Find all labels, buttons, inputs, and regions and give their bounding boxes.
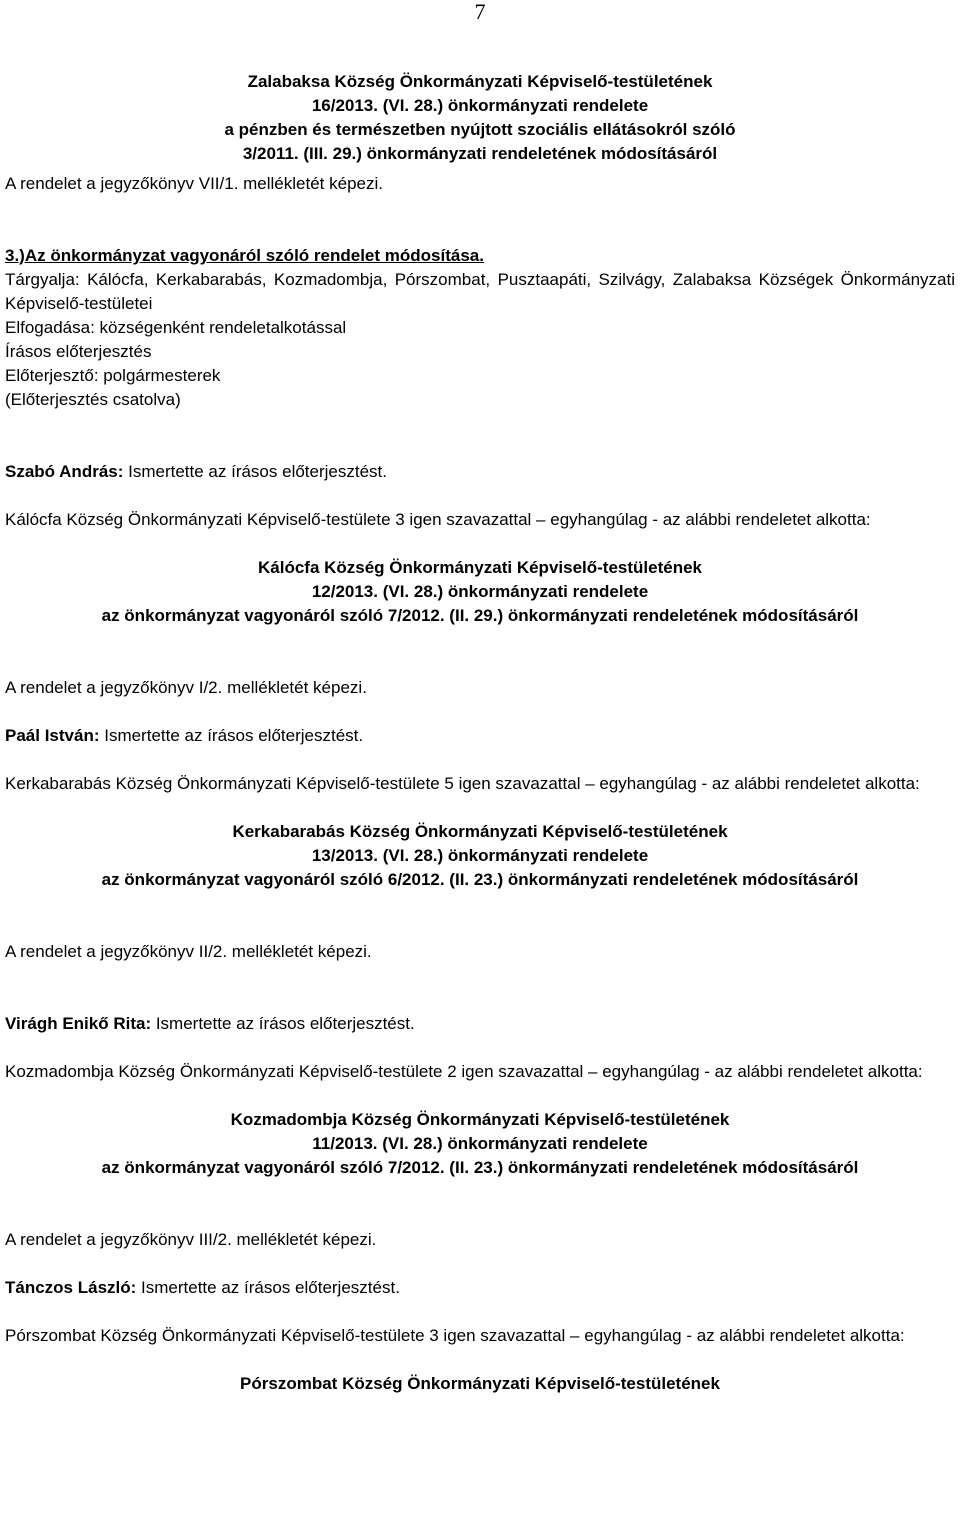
speaker-text: Ismertette az írásos előterjesztést. bbox=[123, 462, 387, 481]
vote-text: Kerkabarabás Község Önkormányzati Képviselő-testülete 5 igen szavazattal – egyhangúlag - az alábbi rendeletet alkotta: bbox=[5, 774, 920, 793]
vote-text: Pórszombat Község Önkormányzati Képviselő-testülete 3 igen szavazattal – egyhangúlag - az alábbi rendeletet alkotta: bbox=[5, 1326, 905, 1345]
regulation-title-block bbox=[5, 820, 955, 892]
regulation-header-line: 3/2011. (III. 29.) önkormányzati rendeletének módosításáról bbox=[242, 144, 718, 163]
annex-note: A rendelet a jegyzőkönyv II/2. mellékletét képezi. bbox=[5, 942, 372, 961]
speaker-name: Tánczos László: bbox=[5, 1278, 137, 1297]
regulation-title-line: az önkormányzat vagyonáról szóló 7/2012. (II. 29.) önkormányzati rendeletének módosításáról bbox=[101, 606, 859, 625]
regulation-title-line: az önkormányzat vagyonáról szóló 7/2012. (II. 23.) önkormányzati rendeletének módosításáról bbox=[101, 1158, 859, 1177]
regulation-title-block bbox=[5, 1108, 955, 1180]
speaker-name: Virágh Enikő Rita: bbox=[5, 1014, 152, 1033]
regulation-header-line: Zalabaksa Község Önkormányzati Képviselő-testületének bbox=[247, 72, 713, 91]
regulation-title-line: az önkormányzat vagyonáról szóló 6/2012. (II. 23.) önkormányzati rendeletének módosításáról bbox=[101, 870, 859, 889]
annex-note: A rendelet a jegyzőkönyv III/2. mellékletét képezi. bbox=[5, 1230, 377, 1249]
agenda-discussed-by: Tárgyalja: Kálócfa, Kerkabarabás, Kozmadombja, Pórszombat, Pusztaapáti, Szilvágy, Zalabaksa Községek Önkormányzati Képviselő-testületei bbox=[5, 270, 955, 313]
speaker-name: Paál István: bbox=[5, 726, 100, 745]
speaker-name: Szabó András: bbox=[5, 462, 124, 481]
agenda-proposal-type: Írásos előterjesztés bbox=[5, 342, 152, 361]
page-number: 7 bbox=[474, 0, 486, 24]
speaker-text: Ismertette az írásos előterjesztést. bbox=[136, 1278, 400, 1297]
speaker-line bbox=[5, 1276, 955, 1300]
vote-text: Kozmadombja Község Önkormányzati Képviselő-testülete 2 igen szavazattal – egyhangúlag - az alábbi rendeletet alkotta: bbox=[5, 1062, 923, 1081]
speaker-line bbox=[5, 1012, 955, 1036]
vote-text: Kálócfa Község Önkormányzati Képviselő-testülete 3 igen szavazattal – egyhangúlag - az alábbi rendeletet alkotta: bbox=[5, 510, 871, 529]
regulation-header-line: 16/2013. (VI. 28.) önkormányzati rendelete bbox=[311, 96, 649, 115]
regulation-title-block bbox=[5, 556, 955, 628]
regulation-title-line: Kozmadombja Község Önkormányzati Képviselő-testületének bbox=[230, 1110, 730, 1129]
regulation-header-zalabaksa bbox=[5, 70, 955, 166]
speaker-text: Ismertette az írásos előterjesztést. bbox=[151, 1014, 415, 1033]
regulation-title-line: 13/2013. (VI. 28.) önkormányzati rendelete bbox=[311, 846, 649, 865]
regulation-header-line: a pénzben és természetben nyújtott szociális ellátásokról szóló bbox=[224, 120, 736, 139]
regulation-title-line: Kálócfa Község Önkormányzati Képviselő-testületének bbox=[257, 558, 703, 577]
agenda-adoption: Elfogadása: községenként rendeletalkotással bbox=[5, 318, 347, 337]
regulation-title-line: 12/2013. (VI. 28.) önkormányzati rendelete bbox=[311, 582, 649, 601]
document-body bbox=[5, 70, 955, 1396]
agenda-item-title: 3.)Az önkormányzat vagyonáról szóló rendelet módosítása. bbox=[5, 246, 484, 265]
annex-note: A rendelet a jegyzőkönyv VII/1. mellékletét képezi. bbox=[5, 174, 383, 193]
speaker-line bbox=[5, 460, 955, 484]
annex-note: A rendelet a jegyzőkönyv I/2. mellékletét képezi. bbox=[5, 678, 367, 697]
regulation-title-block bbox=[5, 1372, 955, 1396]
agenda-attachment: (Előterjesztés csatolva) bbox=[5, 390, 181, 409]
regulation-title-line: Kerkabarabás Község Önkormányzati Képviselő-testületének bbox=[232, 822, 728, 841]
speaker-text: Ismertette az írásos előterjesztést. bbox=[99, 726, 364, 745]
speaker-line bbox=[5, 724, 955, 748]
agenda-presenter: Előterjesztő: polgármesterek bbox=[5, 366, 221, 385]
regulation-title-line: Pórszombat Község Önkormányzati Képviselő-testületének bbox=[240, 1374, 720, 1393]
regulation-title-line: 11/2013. (VI. 28.) önkormányzati rendelete bbox=[312, 1134, 648, 1153]
